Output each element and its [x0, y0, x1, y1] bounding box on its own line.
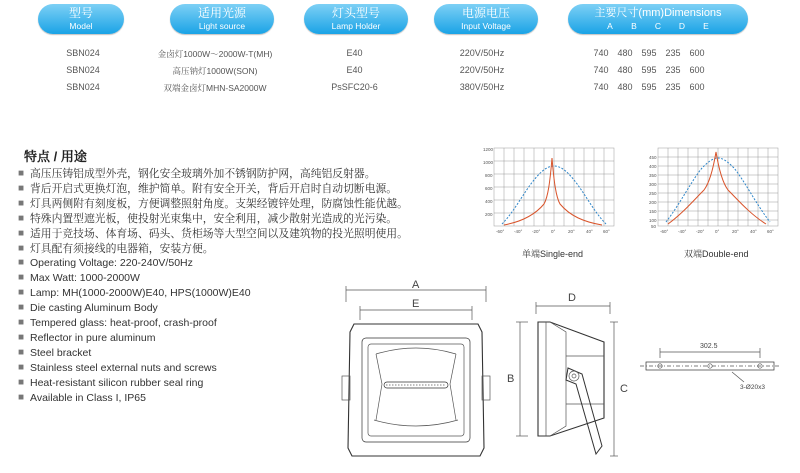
feature-text: Tempered glass: heat-proof, crash-proof: [30, 317, 217, 330]
curve-vertical: [668, 152, 766, 224]
header-lamp-holder: [304, 4, 408, 34]
x-tick: -60°: [496, 229, 505, 234]
y-tick: 350: [649, 173, 657, 178]
bullet-icon: ■: [18, 257, 25, 269]
feature-item: [18, 167, 408, 182]
chart-grid: [494, 148, 614, 226]
cell-voltage: 220V/50Hz: [459, 65, 505, 75]
side-bracket: [566, 368, 602, 454]
feature-text: 高压压铸铝成型外壳，钢化安全玻璃外加不锈钢防护网，高纯铝反射器。: [30, 168, 376, 180]
x-tick: -20°: [696, 229, 705, 234]
table-row: [0, 65, 800, 82]
x-tick: 60°: [767, 229, 774, 234]
cell-dim-a: 740: [593, 65, 609, 75]
label-b: B: [507, 373, 515, 385]
feature-text: 适用于竞技场、体育场、码头、货柜场等大型空间以及建筑物的投光照明使用。: [30, 227, 408, 240]
cell-model: SBN024: [66, 65, 100, 75]
label-d: D: [568, 292, 576, 304]
bullet-icon: ■: [18, 376, 25, 388]
y-tick: 400: [485, 199, 493, 204]
bullet-icon: ■: [18, 212, 25, 224]
x-tick: 20°: [568, 229, 575, 234]
bullet-icon: ■: [18, 197, 25, 209]
cell-source: 高压钠灯1000W(SON): [172, 66, 258, 76]
bullet-icon: ■: [18, 168, 25, 179]
cell-holder: E40: [346, 65, 363, 75]
cell-dim-d: 235: [665, 65, 681, 75]
label-a: A: [412, 280, 420, 291]
y-tick: 200: [485, 212, 493, 217]
x-tick: 0°: [551, 229, 556, 234]
bullet-icon: ■: [18, 346, 25, 358]
cell-dim-e: 600: [689, 65, 705, 75]
label-c: C: [620, 383, 628, 395]
header-voltage-cn: 电源电压: [461, 6, 510, 20]
header-dimensions: [568, 4, 748, 34]
bullet-icon: ■: [18, 242, 25, 254]
x-tick: -40°: [514, 229, 523, 234]
bullet-icon: ■: [18, 182, 25, 194]
feature-text: 灯具配有须接线的电器箱，安装方便。: [30, 242, 214, 255]
feature-item: [18, 182, 408, 197]
feature-text: Available in Class I, IP65: [30, 391, 146, 404]
header-dims-letters: [568, 21, 748, 32]
y-tick: 600: [485, 186, 493, 191]
cell-dim-a: 740: [593, 48, 609, 58]
feature-text: 特殊内置型遮光板，使投射光束集中，安全利用，减少散射光造成的光污染。: [30, 212, 398, 225]
features-title: 特点 / 用途: [24, 149, 87, 164]
y-tick: 100: [649, 218, 657, 223]
cell-dim-d: 235: [665, 48, 681, 58]
y-tick: 450: [649, 155, 657, 160]
cell-dim-e: 600: [689, 82, 705, 92]
photometric-chart-single-end: [482, 142, 622, 242]
cell-dim-d: 235: [665, 82, 681, 92]
table-row: [0, 48, 800, 65]
dim-letter-a: A: [607, 21, 613, 31]
front-view-drawing: [336, 280, 496, 470]
header-model-en: Model: [69, 21, 93, 31]
x-tick: 60°: [603, 229, 610, 234]
header-input-voltage: [434, 4, 538, 34]
cell-dim-b: 480: [617, 82, 633, 92]
feature-text: Operating Voltage: 220-240V/50Hz: [30, 257, 193, 270]
cell-model: SBN024: [66, 82, 100, 92]
header-dims-cn: 主要尺寸(mm)Dimensions: [594, 7, 722, 19]
cell-dim-e: 600: [689, 48, 705, 58]
header-model: [38, 4, 124, 34]
curve-vertical: [504, 158, 602, 225]
y-tick: 150: [649, 209, 657, 214]
y-tick: 300: [649, 182, 657, 187]
feature-text: Lamp: MH(1000-2000W)E40, HPS(1000W)E40: [30, 287, 251, 300]
feature-item: [18, 227, 408, 242]
cell-dim-c: 595: [641, 48, 657, 58]
side-view-drawing: [506, 286, 636, 470]
feature-item: [18, 242, 408, 257]
header-source-cn: 适用光源: [197, 6, 246, 20]
header-voltage-en: Input Voltage: [461, 21, 511, 31]
bullet-icon: ■: [18, 302, 25, 314]
x-tick: 20°: [732, 229, 739, 234]
table-row: [0, 82, 800, 99]
dim-letter-d: D: [678, 21, 686, 31]
dim-letter-e: E: [703, 21, 709, 31]
bullet-icon: ■: [18, 227, 25, 239]
cell-holder: PsSFC20-6: [331, 82, 378, 92]
dim-letter-b: B: [631, 21, 637, 31]
cell-dim-c: 595: [641, 82, 657, 92]
bracket-dim-label: 302.5: [700, 343, 718, 350]
dim-letter-c: C: [654, 21, 662, 31]
y-tick: 800: [485, 173, 493, 178]
feature-text: 灯具两侧附有刻度板，方便调整照射角度。支架经镀锌处理，防腐蚀性能优越。: [30, 197, 408, 210]
y-tick: 250: [649, 191, 657, 196]
cell-voltage: 220V/50Hz: [459, 48, 505, 58]
x-tick: 40°: [586, 229, 593, 234]
feature-item: [18, 197, 408, 212]
bullet-icon: ■: [18, 391, 25, 403]
header-holder-cn: 灯头型号: [331, 6, 380, 20]
feature-item: [18, 256, 408, 271]
x-tick: 40°: [750, 229, 757, 234]
bracket-detail-drawing: [640, 336, 790, 396]
header-source-en: Light source: [198, 21, 246, 31]
header-holder-en: Lamp Holder: [331, 21, 381, 31]
x-tick: -20°: [532, 229, 541, 234]
bullet-icon: ■: [18, 287, 25, 299]
feature-text: Stainless steel external nuts and screws: [30, 361, 217, 374]
cell-model: SBN024: [66, 48, 100, 58]
cell-dim-b: 480: [617, 48, 633, 58]
header-light-source: [170, 4, 274, 34]
bullet-icon: ■: [18, 361, 25, 373]
y-tick: 1200: [483, 147, 494, 152]
chart-caption-single-end: 单端Single-end: [522, 249, 584, 259]
feature-item: [18, 212, 408, 227]
bullet-icon: ■: [18, 272, 25, 284]
cell-dim-a: 740: [593, 82, 609, 92]
chart-caption-double-end: 双端Double-end: [684, 249, 749, 259]
y-tick: 50: [651, 224, 657, 229]
feature-text: 背后开启式更换灯泡，维护简单。附有安全开关，背后开启时自动切断电源。: [30, 182, 398, 195]
cell-source: 金卤灯1000W～2000W-T(MH): [157, 49, 273, 59]
feature-text: Heat-resistant silicon rubber seal ring: [30, 376, 204, 389]
cell-dim-c: 595: [641, 65, 657, 75]
x-tick: 0°: [715, 229, 720, 234]
bullet-icon: ■: [18, 317, 25, 329]
feature-text: Steel bracket: [30, 346, 92, 359]
feature-text: Die casting Aluminum Body: [30, 302, 158, 315]
header-model-cn: 型号: [68, 6, 93, 20]
cell-holder: E40: [346, 48, 363, 58]
cell-dim-b: 480: [617, 65, 633, 75]
feature-text: Reflector in pure aluminum: [30, 331, 156, 344]
x-tick: -60°: [660, 229, 669, 234]
feature-text: Max Watt: 1000-2000W: [30, 272, 140, 285]
bullet-icon: ■: [18, 331, 25, 343]
y-tick: 400: [649, 164, 657, 169]
hole-note-label: 3-Ø20x3: [740, 384, 765, 391]
y-tick: 200: [649, 200, 657, 205]
photometric-chart-double-end: [646, 142, 786, 242]
cell-voltage: 380V/50Hz: [459, 82, 505, 92]
chart-grid: [658, 148, 778, 226]
y-tick: 1000: [483, 160, 494, 165]
x-tick: -40°: [678, 229, 687, 234]
label-e: E: [412, 298, 420, 310]
cell-source: 双端金卤灯MHN-SA2000W: [163, 83, 267, 93]
